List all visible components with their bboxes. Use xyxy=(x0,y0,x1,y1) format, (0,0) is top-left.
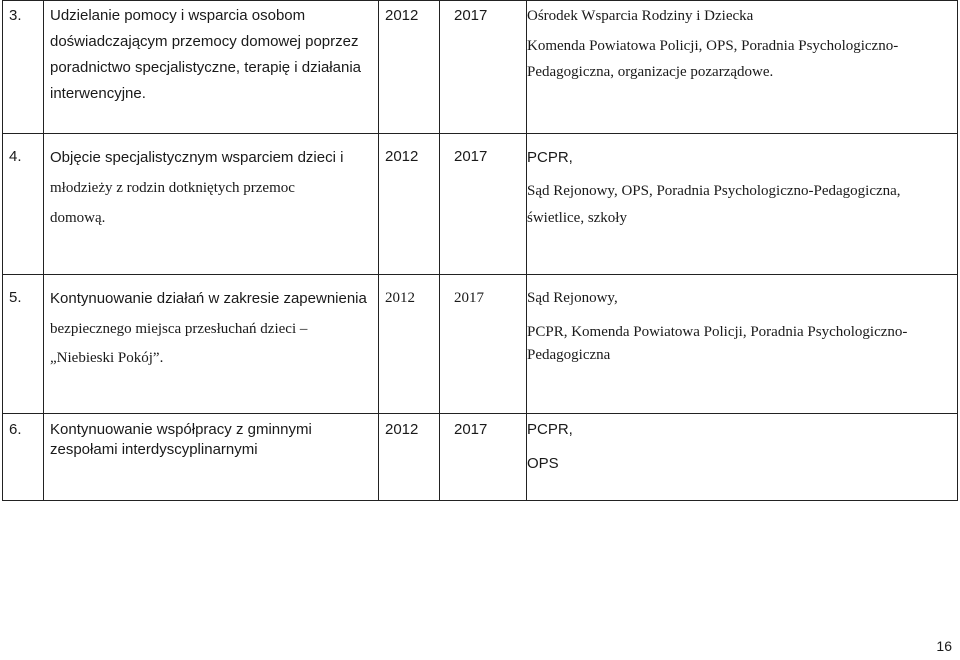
end-year: 2017 xyxy=(440,1,527,134)
end-year: 2017 xyxy=(440,414,527,501)
task-cell xyxy=(44,134,379,275)
end-year: 2017 xyxy=(440,134,527,275)
lead-institution: PCPR, xyxy=(527,149,573,166)
task-line: interwencyjne. xyxy=(50,85,146,102)
start-year: 2012 xyxy=(379,1,440,134)
responsible-cell xyxy=(527,1,958,134)
partner-line: PCPR, Komenda Powiatowa Policji, Poradnia Psychologiczno- xyxy=(527,324,908,340)
lead-institution: Sąd Rejonowy, xyxy=(527,290,618,306)
task-cell xyxy=(44,275,379,414)
responsible-cell xyxy=(527,414,958,501)
partner-line: Pedagogiczna xyxy=(527,347,611,363)
row-number: 5. xyxy=(3,275,44,414)
task-line: domową. xyxy=(50,210,106,226)
task-line: doświadczającym przemocy domowej poprzez xyxy=(50,33,359,50)
responsible-cell xyxy=(527,275,958,414)
task-line: zespołami interdyscyplinarnymi xyxy=(50,441,258,458)
row-number: 6. xyxy=(3,414,44,501)
start-year: 2012 xyxy=(379,134,440,275)
start-year: 2012 xyxy=(379,275,440,414)
partner-line: świetlice, szkoły xyxy=(527,210,627,226)
table-row xyxy=(3,414,958,501)
task-cell xyxy=(44,1,379,134)
task-line: Objęcie specjalistycznym wsparciem dzieci i xyxy=(50,149,344,166)
partner-line: Sąd Rejonowy, OPS, Poradnia Psychologiczno-Pedagogiczna, xyxy=(527,183,901,199)
end-year: 2017 xyxy=(440,275,527,414)
responsible-cell xyxy=(527,134,958,275)
lead-institution: PCPR, xyxy=(527,421,573,438)
table-row xyxy=(3,275,958,414)
partner-line: Pedagogiczna, organizacje pozarządowe. xyxy=(527,64,774,80)
task-line: Udzielanie pomocy i wsparcia osobom xyxy=(50,7,306,24)
task-line: młodzieży z rodzin dotkniętych przemoc xyxy=(50,180,295,196)
task-line: Kontynuowanie działań w zakresie zapewnienia xyxy=(50,290,367,307)
row-number: 4. xyxy=(3,134,44,275)
page-number: 16 xyxy=(936,638,952,654)
task-line: Kontynuowanie współpracy z gminnymi xyxy=(50,421,312,438)
task-cell xyxy=(44,414,379,501)
row-number: 3. xyxy=(3,1,44,134)
task-line: „Niebieski Pokój”. xyxy=(50,350,164,366)
action-plan-table xyxy=(2,0,958,501)
task-line: bezpiecznego miejsca przesłuchań dzieci – xyxy=(50,321,308,337)
table-row xyxy=(3,134,958,275)
task-line: poradnictwo specjalistyczne, terapię i działania xyxy=(50,59,362,76)
start-year: 2012 xyxy=(379,414,440,501)
table-row xyxy=(3,1,958,134)
partner-line: Komenda Powiatowa Policji, OPS, Poradnia Psychologiczno- xyxy=(527,38,899,54)
partner-line: OPS xyxy=(527,455,559,472)
lead-institution: Ośrodek Wsparcia Rodziny i Dziecka xyxy=(527,8,754,24)
